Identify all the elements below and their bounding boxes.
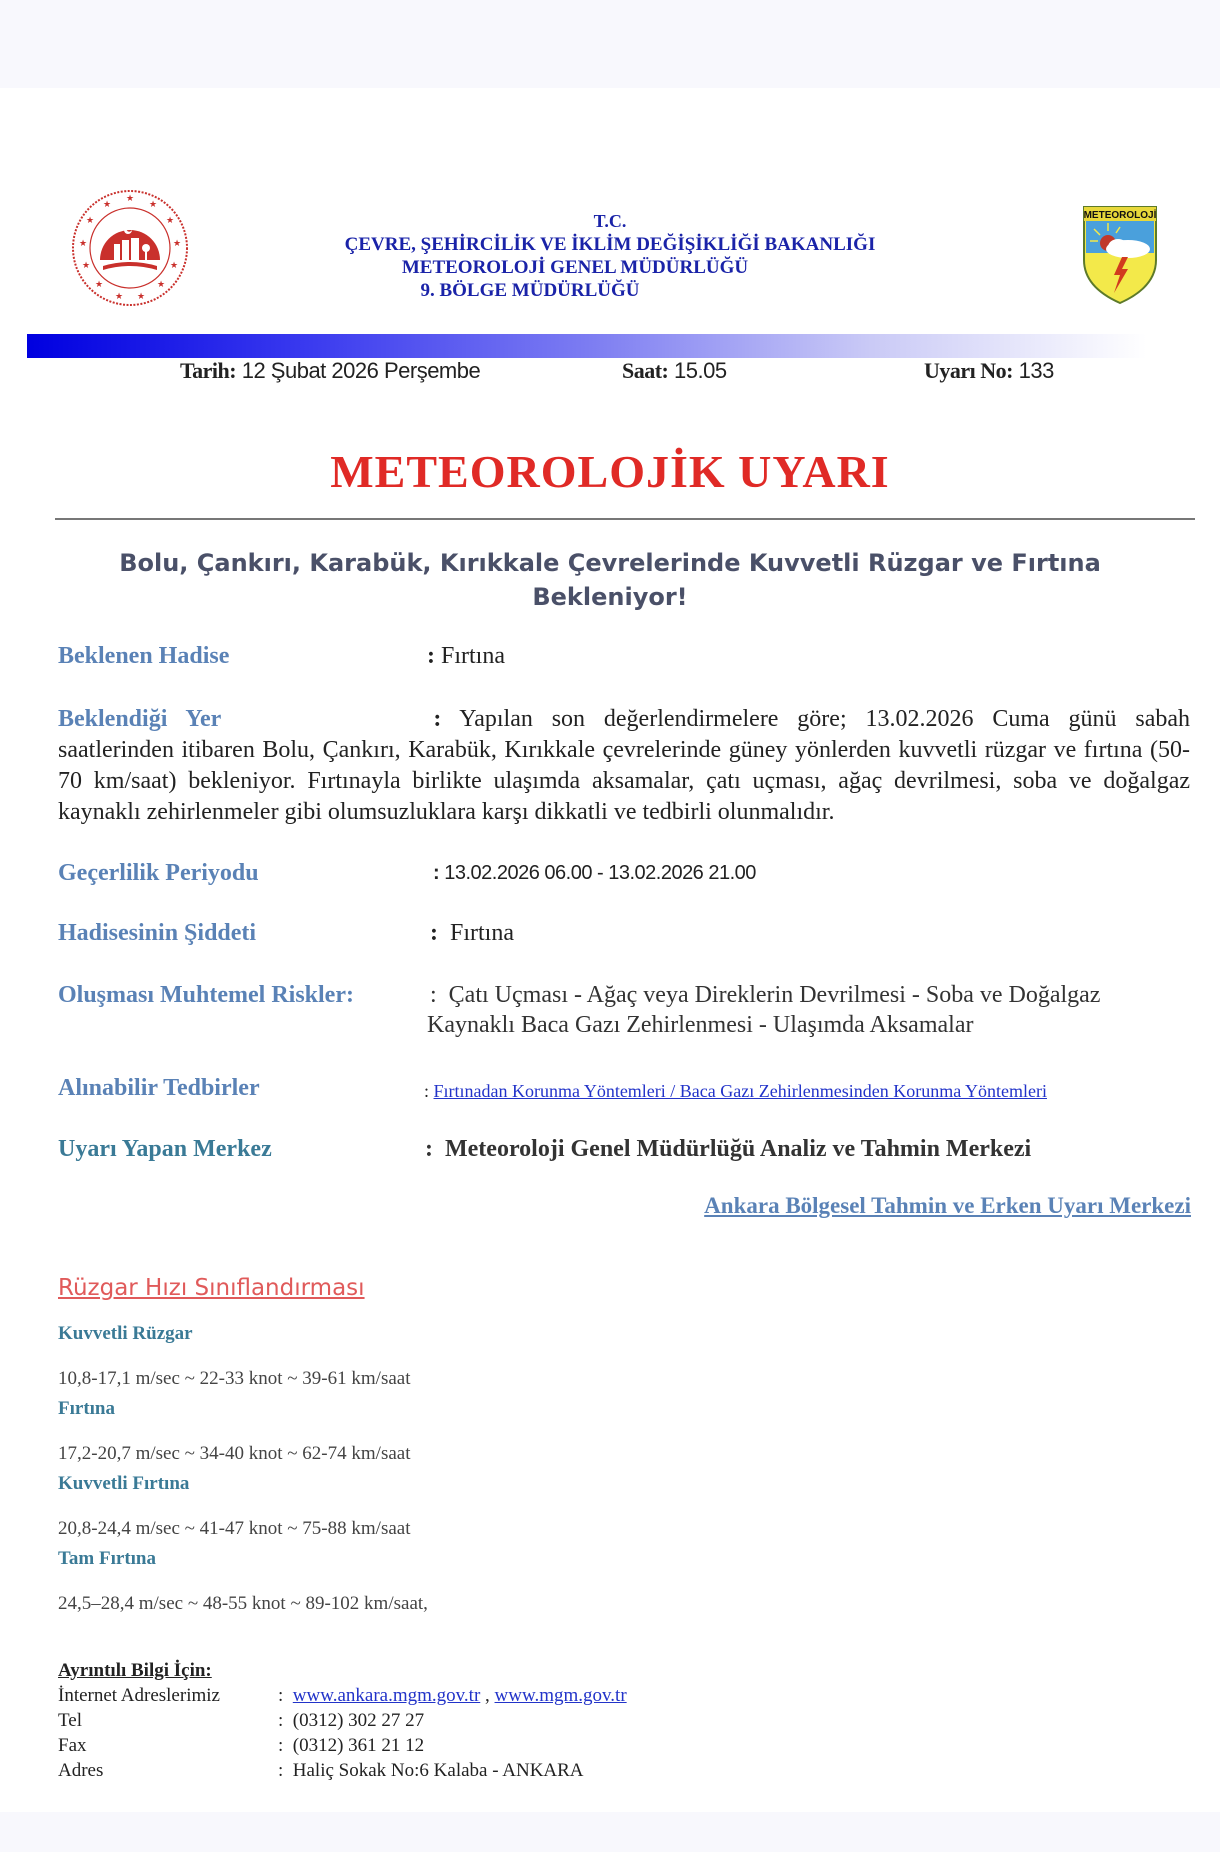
warning-number-value: 133	[1018, 358, 1054, 383]
svg-text:★: ★	[102, 199, 112, 209]
svg-text:★: ★	[125, 193, 135, 203]
time-label: Saat:	[622, 358, 669, 383]
warning-headline: Bolu, Çankırı, Karabük, Kırıkkale Çevrelerinde Kuvvetli Rüzgar ve Fırtına Bekleniyor!	[119, 549, 1101, 611]
issuing-center-label: Uyarı Yapan Merkez	[58, 1136, 272, 1162]
expected-event-label: Beklenen Hadise	[58, 643, 230, 669]
severity-value	[430, 920, 514, 947]
header-tc: T.C.	[593, 211, 627, 231]
severity-text: Fırtına	[450, 920, 514, 946]
colon: :	[427, 643, 435, 669]
svg-text:★: ★	[165, 215, 175, 225]
colon: :	[425, 1136, 433, 1162]
wind-class-name: Kuvvetli Rüzgar	[58, 1323, 193, 1344]
time	[622, 358, 727, 384]
internet-label: İnternet Adreslerimiz	[58, 1685, 220, 1706]
expected-event-value	[427, 643, 505, 670]
colon: :	[278, 1685, 284, 1706]
colon: :	[430, 920, 438, 946]
measures-link[interactable]: Fırtınadan Korunma Yöntemleri / Baca Gazı Zehirlenmesinden Korunma Yöntemleri	[433, 1081, 1047, 1101]
ankara-mgm-link[interactable]: www.ankara.mgm.gov.tr	[292, 1685, 481, 1706]
meteoroloji-shield-logo	[1080, 205, 1160, 305]
risks-value-line2: Kaynaklı Baca Gazı Zehirlenmesi - Ulaşımda Aksamalar	[427, 1012, 974, 1038]
title-divider	[55, 518, 1195, 520]
expected-place	[58, 704, 1190, 828]
colon: :	[433, 862, 440, 884]
warning-number-label: Uyarı No:	[924, 358, 1013, 383]
regional-center-link[interactable]: Ankara Bölgesel Tahmin ve Erken Uyarı Merkezi	[704, 1193, 1191, 1218]
issuing-center-value	[425, 1136, 1031, 1163]
colon: :	[278, 1735, 284, 1756]
header-gradient-bar	[27, 334, 1147, 358]
wind-class-name: Kuvvetli Fırtına	[58, 1473, 190, 1494]
tel-number: (0312) 302 27 27	[292, 1710, 425, 1731]
fax-label: Fax	[58, 1735, 87, 1756]
svg-text:★: ★	[78, 238, 88, 248]
svg-text:★: ★	[136, 291, 146, 301]
wind-class-range: 20,8-24,4 m/sec ~ 41-47 knot ~ 75-88 km/saat	[58, 1518, 411, 1539]
header-ministry: ÇEVRE, ŞEHİRCİLİK VE İKLİM DEĞİŞİKLİĞİ BAKANLIĞI	[344, 234, 876, 255]
address-text: Haliç Sokak No:6 Kalaba - ANKARA	[292, 1760, 584, 1781]
svg-text:★: ★	[172, 238, 182, 248]
date-label: Tarih:	[180, 358, 237, 383]
contact-heading: Ayrıntılı Bilgi İçin:	[58, 1660, 212, 1681]
colon: :	[433, 706, 442, 732]
wind-classification-title: Rüzgar Hızı Sınıflandırması	[58, 1275, 365, 1301]
colon: :	[278, 1710, 284, 1731]
expected-place-label: Beklendiği Yer	[58, 706, 222, 732]
svg-text:★: ★	[156, 279, 166, 289]
date-value: 12 Şubat 2026 Perşembe	[241, 358, 481, 383]
svg-text:★: ★	[169, 260, 179, 270]
svg-text:★: ★	[85, 215, 95, 225]
svg-text:★: ★	[148, 199, 158, 209]
colon: :	[278, 1760, 284, 1781]
expected-place-value: Yapılan son değerlendirmelere göre; 13.02.2026 Cuma günü sabah saatlerinden itibaren Bolu, Çankırı, Karabük, Kırıkkale çevrelerinde güney yönlerden kuvvetli rüzgar ve fırtına (50-70 km/saat) bekleniyor. Fırtınayla birlikte ulaşımda aksamalar, çatı uçması, ağaç devrilmesi, soba ve doğalgaz kaynaklı zehirlenmeler gibi olumsuzluklara karşı dikkatli ve tedbirli olunmalıdır.	[58, 706, 1191, 825]
svg-text:METEOROLOJİ: METEOROLOJİ	[1083, 210, 1157, 221]
risks-value-line1	[430, 982, 1100, 1009]
risks-text-1: Çatı Uçması - Ağaç veya Direklerin Devrilmesi - Soba ve Doğalgaz	[448, 982, 1101, 1008]
header-directorate: METEOROLOJİ GENEL MÜDÜRLÜĞÜ	[401, 257, 749, 278]
address-value	[278, 1760, 584, 1782]
expected-event-text: Fırtına	[441, 643, 505, 669]
address-label: Adres	[58, 1760, 104, 1781]
wind-class-range: 10,8-17,1 m/sec ~ 22-33 knot ~ 39-61 km/saat	[58, 1368, 411, 1389]
tel-value	[278, 1710, 424, 1732]
ministry-seal-logo	[70, 188, 190, 308]
mgm-link[interactable]: www.mgm.gov.tr	[494, 1685, 627, 1706]
measures-value	[424, 1081, 1047, 1102]
warning-number	[924, 358, 1054, 384]
measures-label: Alınabilir Tedbirler	[58, 1075, 260, 1101]
severity-label: Hadisesinin Şiddeti	[58, 920, 257, 946]
fax-number: (0312) 361 21 12	[292, 1735, 425, 1756]
validity-period-label: Geçerlilik Periyodu	[58, 860, 259, 886]
date	[180, 358, 480, 384]
tel-label: Tel	[58, 1710, 82, 1731]
svg-text:★: ★	[94, 279, 104, 289]
svg-text:★: ★	[114, 291, 124, 301]
risks-label: Oluşması Muhtemel Riskler:	[58, 982, 354, 1008]
wind-class-name: Tam Fırtına	[58, 1548, 156, 1569]
header-region: 9. BÖLGE MÜDÜRLÜĞÜ	[420, 280, 640, 301]
issuing-center-text: Meteoroloji Genel Müdürlüğü Analiz ve Tahmin Merkezi	[445, 1136, 1032, 1162]
validity-period-value	[433, 862, 756, 885]
validity-period-text: 13.02.2026 06.00 - 13.02.2026 21.00	[444, 862, 756, 884]
wind-class-range: 24,5–28,4 m/sec ~ 48-55 knot ~ 89-102 km/saat,	[58, 1593, 428, 1614]
colon: :	[430, 982, 437, 1008]
fax-value	[278, 1735, 424, 1757]
colon: :	[424, 1081, 430, 1101]
wind-class-range: 17,2-20,7 m/sec ~ 34-40 knot ~ 62-74 km/saat	[58, 1443, 411, 1464]
wind-class-name: Fırtına	[58, 1398, 115, 1419]
svg-text:★: ★	[81, 260, 91, 270]
internet-value	[278, 1685, 627, 1707]
time-value: 15.05	[674, 358, 727, 383]
document-title: METEOROLOJİK UYARI	[330, 446, 890, 497]
link-separator: ,	[485, 1685, 490, 1706]
